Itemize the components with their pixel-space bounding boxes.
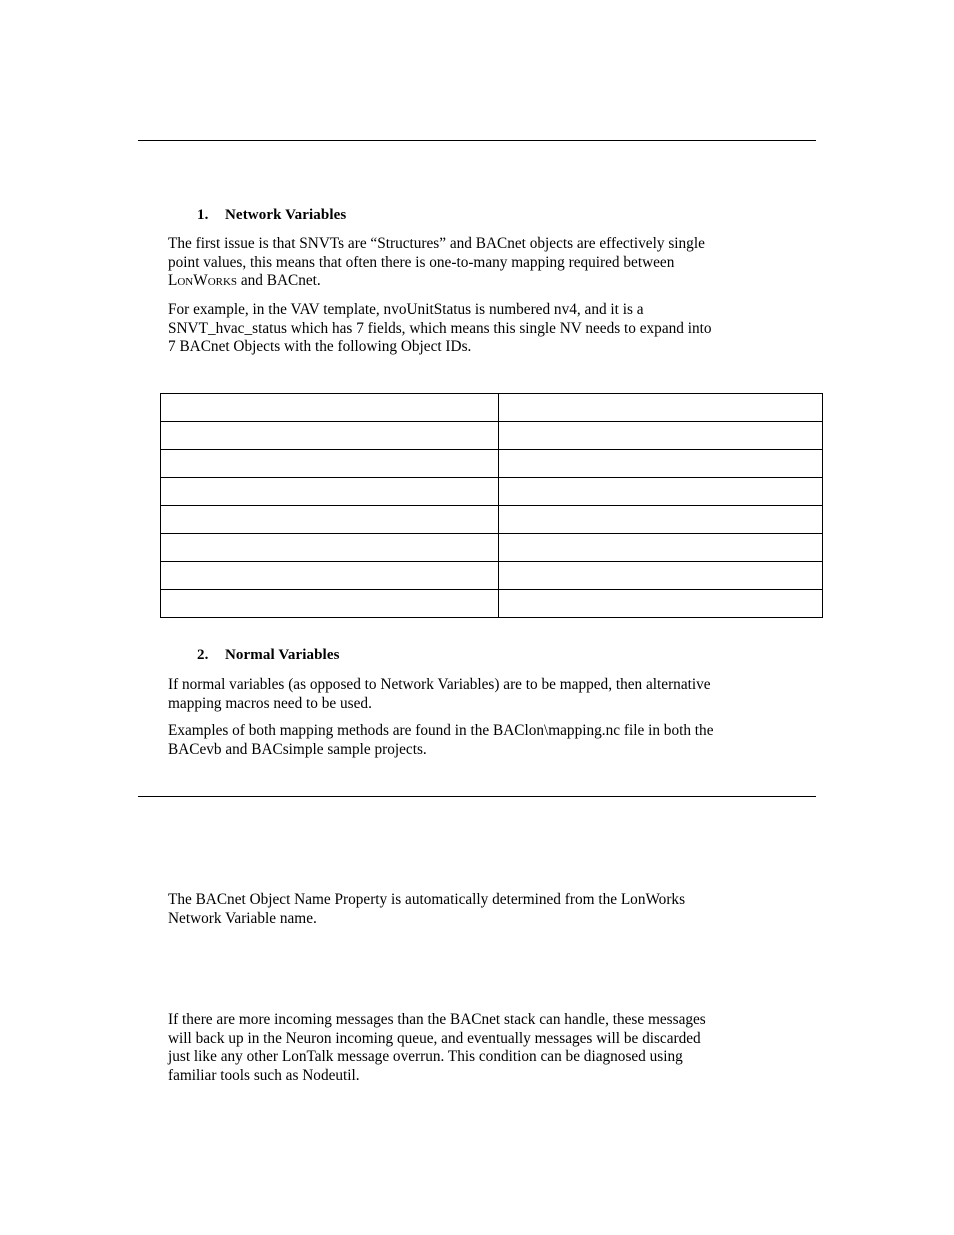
paragraph-line <box>168 272 818 292</box>
table-row <box>161 506 823 534</box>
table-cell <box>499 562 823 590</box>
paragraph-line: 7 BACnet Objects with the following Object IDs. <box>168 338 472 356</box>
table-cell <box>499 450 823 478</box>
paragraph-line: Network Variable name. <box>168 909 317 927</box>
paragraph-line: familiar tools such as Nodeutil. <box>168 1066 360 1084</box>
paragraph-line: For example, in the VAV template, nvoUnitStatus is numbered nv4, and it is a <box>168 301 644 318</box>
paragraph-line: The first issue is that SNVTs are “Structures” and BACnet objects are effectively single <box>168 235 705 252</box>
table-row <box>161 422 823 450</box>
paragraph-line: point values, this means that often there is one-to-many mapping required between <box>168 253 675 271</box>
paragraph-line: mapping macros need to be used. <box>168 694 372 712</box>
lonworks-smallcaps: ON <box>177 276 194 289</box>
mapping-examples-paragraph <box>168 722 818 759</box>
table-cell <box>499 422 823 450</box>
paragraph-line: BACevb and BACsimple sample projects. <box>168 740 427 758</box>
paragraph-line: If normal variables (as opposed to Network Variables) are to be mapped, then alternative <box>168 676 711 693</box>
message-overrun-paragraph <box>168 1011 818 1085</box>
table-row <box>161 394 823 422</box>
object-id-table <box>160 393 823 618</box>
table-cell <box>499 478 823 506</box>
table-row <box>161 478 823 506</box>
table-cell <box>499 534 823 562</box>
heading-title: Network Variables <box>225 207 347 223</box>
table-cell <box>161 394 499 422</box>
table-cell <box>499 506 823 534</box>
lonworks-smallcaps: L <box>168 272 178 290</box>
top-rule <box>138 140 816 141</box>
paragraph-line: will back up in the Neuron incoming queue, and eventually messages will be discarded <box>168 1029 701 1047</box>
paragraph-line: If there are more incoming messages than the BACnet stack can handle, these messages <box>168 1011 706 1028</box>
table-row <box>161 534 823 562</box>
heading-number: 1. <box>197 207 209 223</box>
table-row <box>161 562 823 590</box>
table-cell <box>499 590 823 618</box>
table-cell <box>161 422 499 450</box>
heading-number: 2. <box>197 647 209 663</box>
table-cell <box>161 478 499 506</box>
paragraph-line: Examples of both mapping methods are found in the BAClon\mapping.nc file in both the <box>168 722 714 739</box>
table-cell <box>161 534 499 562</box>
snvt-structures-paragraph <box>168 235 818 292</box>
table-cell <box>161 562 499 590</box>
table-cell <box>499 394 823 422</box>
object-name-paragraph <box>168 891 818 928</box>
normal-variables-paragraph <box>168 676 818 713</box>
middle-rule <box>138 796 816 797</box>
table-row <box>161 450 823 478</box>
table-cell <box>161 450 499 478</box>
network-variables-heading <box>197 207 346 224</box>
paragraph-line: SNVT_hvac_status which has 7 fields, which means this single NV needs to expand into <box>168 319 712 337</box>
lonworks-smallcaps: W <box>193 272 208 290</box>
table-row <box>161 590 823 618</box>
lonworks-smallcaps: ORKS <box>207 276 238 289</box>
vav-example-paragraph <box>168 301 818 357</box>
table-cell <box>161 590 499 618</box>
paragraph-line: just like any other LonTalk message overrun. This condition can be diagnosed using <box>168 1048 683 1066</box>
paragraph-text: and BACnet. <box>237 272 321 290</box>
heading-title: Normal Variables <box>225 647 340 663</box>
table-cell <box>161 506 499 534</box>
normal-variables-heading <box>197 647 340 664</box>
paragraph-line: The BACnet Object Name Property is automatically determined from the LonWorks <box>168 891 686 908</box>
